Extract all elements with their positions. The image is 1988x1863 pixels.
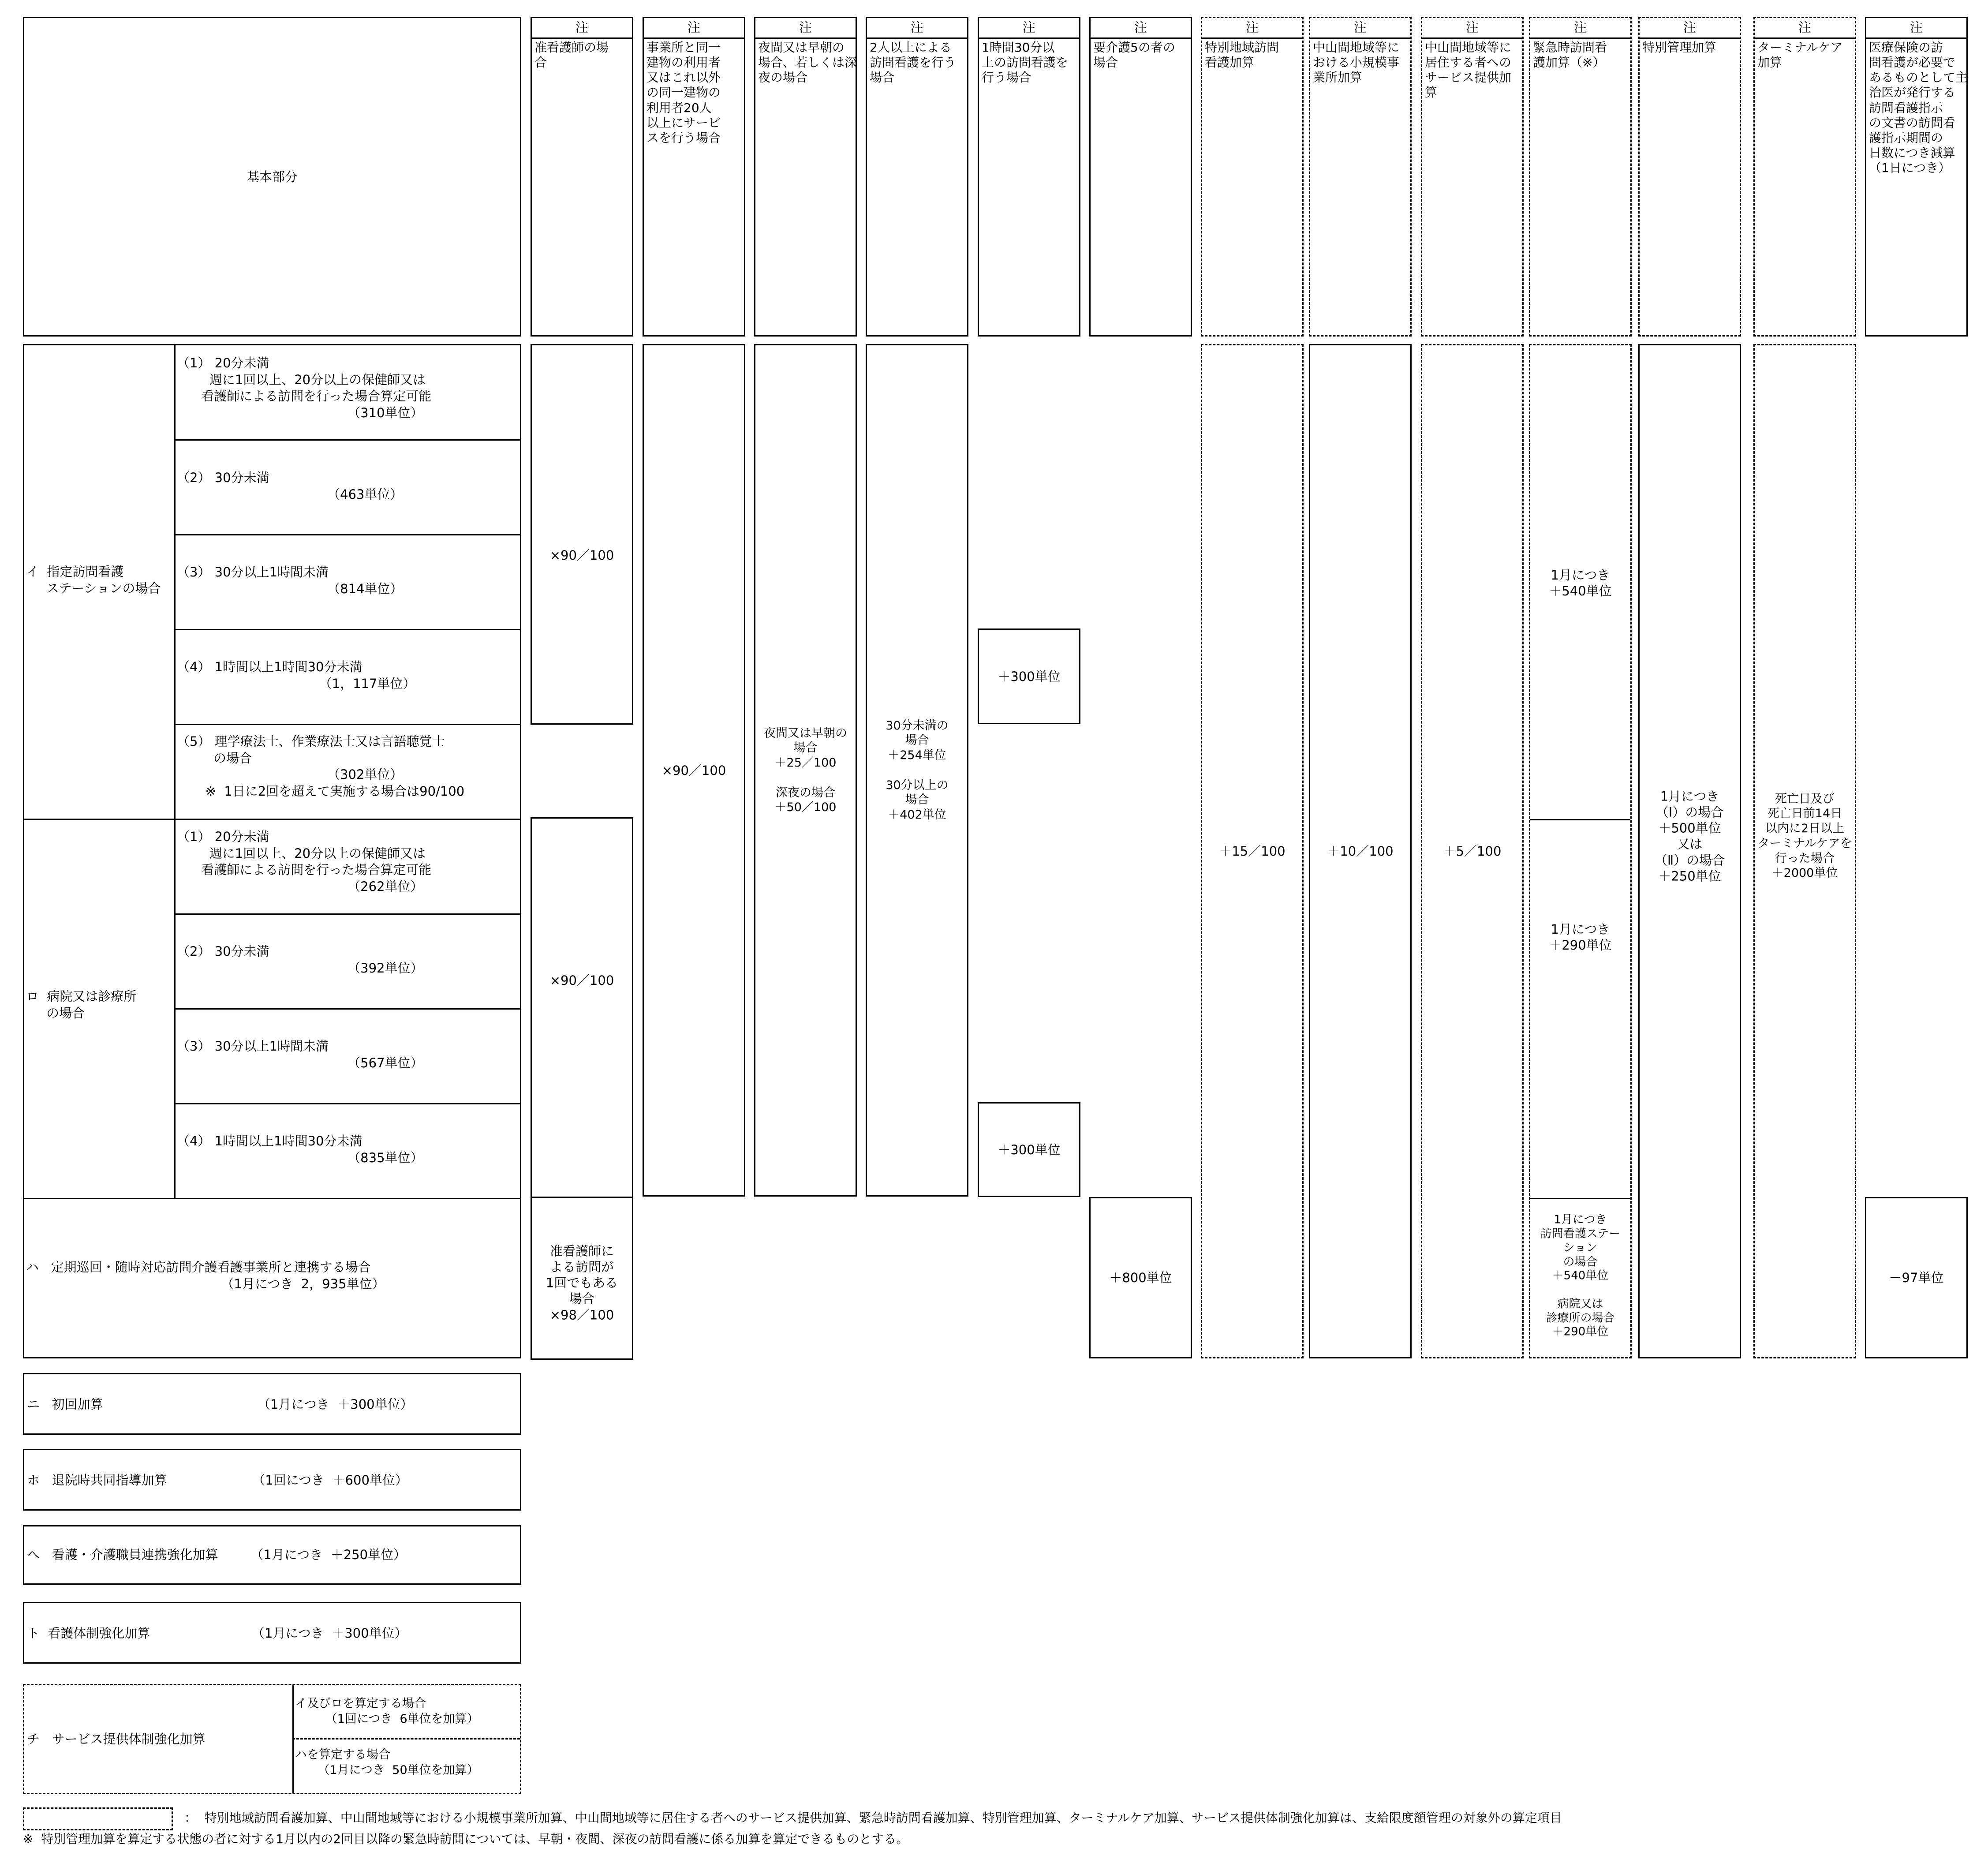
- header-col-jun: [531, 17, 633, 337]
- header-col-label: 医療保険の訪 問看護が必要で あるものとして主 治医が発行する 訪問看護指示 の文書の訪問看 護指示期間の 日数につき減算 （1日につき）: [1869, 40, 1968, 176]
- basic-body: [23, 344, 521, 1358]
- jun-ro-cell: [531, 817, 633, 1360]
- extra-ni-label: ニ 初回加算 （1月につき ＋300単位）: [27, 1397, 413, 1412]
- header-col-label: 夜間又は早朝の 場合、若しくは深 夜の場合: [758, 40, 857, 85]
- medical-value: －97単位: [1889, 1270, 1944, 1285]
- extra-to-label: ト 看護体制強化加算 （1月につき ＋300単位）: [27, 1626, 407, 1641]
- special-area-value: ＋15／100: [1219, 843, 1285, 859]
- header-col-label: ターミナルケア 加算: [1757, 40, 1843, 70]
- header-col-label: 中山間地域等に おける小規模事 業所加算: [1313, 40, 1400, 85]
- section-ro-item-2: （2） 30分未満 （392単位）: [177, 944, 423, 976]
- header-col-label: 緊急時訪問看 護加算（※）: [1533, 40, 1607, 70]
- emergency-cell: [1529, 344, 1632, 1358]
- header-col-two-person: [866, 17, 968, 337]
- jun-ro-value: ×90／100: [549, 973, 614, 988]
- note-label: 注: [1530, 18, 1630, 39]
- jun-ha-value: 准看護師に よる訪問が 1回でもある 場合 ×98／100: [546, 1243, 618, 1322]
- note-label: 注: [1755, 18, 1855, 39]
- long-visit-i-cell: [978, 628, 1080, 724]
- special-mgmt-value: 1月につき （Ⅰ）の場合 ＋500単位 又は （Ⅱ）の場合 ＋250単位: [1654, 788, 1725, 884]
- jun-i-value: ×90／100: [549, 547, 614, 563]
- header-col-special-mgmt: [1638, 17, 1741, 337]
- header-col-long-visit: [978, 17, 1080, 337]
- note-label: 注: [1202, 18, 1302, 39]
- two-person-value: 30分未満の 場合 ＋254単位 30分以上の 場合 ＋402単位: [886, 718, 949, 822]
- header-col-medical: [1865, 17, 1968, 337]
- section-ro-label: ロ 病院又は診療所 の場合: [26, 989, 137, 1021]
- header-col-small-office: [1309, 17, 1412, 337]
- emergency-i-value: 1月につき ＋540単位: [1549, 567, 1612, 599]
- section-i-item-2: （2） 30分未満 （463単位）: [177, 470, 403, 502]
- header-col-label: 要介護5の者の 場合: [1093, 40, 1175, 70]
- note-label: 注: [1422, 18, 1522, 39]
- section-i-item-5: （5） 理学療法士、作業療法士又は言語聴覚士 の場合 （302単位） ※ 1日に2回を超えて実施する場合は90/100: [177, 734, 465, 799]
- small-office-cell: [1309, 344, 1412, 1358]
- long-visit-ro-cell: [978, 1102, 1080, 1197]
- note-label: 注: [1310, 18, 1410, 39]
- section-i-item-4: （4） 1時間以上1時間30分未満 （1，117単位）: [177, 659, 416, 691]
- care5-cell: [1089, 1197, 1192, 1358]
- footnote-text: ※ 特別管理加算を算定する状態の者に対する1月以内の2回目以降の緊急時訪問については、早朝・夜間、深夜の訪問看護に係る加算を算定できるものとする。: [23, 1832, 909, 1846]
- two-person-cell: [866, 344, 968, 1197]
- header-col-label: 中山間地域等に 居住する者への サービス提供加 算: [1425, 40, 1512, 100]
- header-col-resident: [1421, 17, 1524, 337]
- legend-text: ： 特別地域訪問看護加算、中山間地域等における小規模事業所加算、中山間地域等に居住する者へのサービス提供加算、緊急時訪問看護加算、特別管理加算、ターミナルケア加算、サービス提供体制強化加算は、支給限度額管理の対象外の算定項目: [184, 1811, 1562, 1825]
- long-visit-ro-value: ＋300単位: [998, 1142, 1061, 1157]
- note-label: 注: [532, 18, 632, 39]
- long-visit-i-value: ＋300単位: [998, 669, 1061, 684]
- small-office-value: ＋10／100: [1327, 843, 1394, 859]
- medical-cell: [1865, 1197, 1968, 1358]
- extra-to: [23, 1602, 521, 1664]
- night-cell: [754, 344, 857, 1197]
- resident-cell: [1421, 344, 1524, 1358]
- jun-i-cell: [531, 344, 633, 725]
- header-col-care5: [1089, 17, 1192, 337]
- note-label: 注: [1640, 18, 1740, 39]
- header-col-special-area: [1201, 17, 1304, 337]
- section-ro-item-4: （4） 1時間以上1時間30分未満 （835単位）: [177, 1134, 423, 1165]
- terminal-value: 死亡日及び 死亡日前14日 以内に2日以上 ターミナルケアを 行った場合 ＋2000単位: [1757, 792, 1852, 880]
- same-building-value: ×90／100: [661, 763, 726, 778]
- section-ro-item-3: （3） 30分以上1時間未満 （567単位）: [177, 1039, 423, 1070]
- header-col-terminal: [1753, 17, 1856, 337]
- extra-chi-b: ハを算定する場合 （1月につき 50単位を加算）: [295, 1748, 479, 1777]
- special-mgmt-cell: [1638, 344, 1741, 1358]
- section-i-item-1: （1） 20分未満 週に1回以上、20分以上の保健師又は 看護師による訪問を行った場合算定可能 （310単位）: [177, 355, 432, 421]
- header-col-label: 特別地域訪問 看護加算: [1205, 40, 1279, 70]
- extra-ho: [23, 1449, 521, 1511]
- special-area-cell: [1201, 344, 1304, 1358]
- care5-value: ＋800単位: [1109, 1270, 1172, 1285]
- basic-header-cell: [23, 17, 521, 337]
- header-col-emergency: [1529, 17, 1632, 337]
- header-col-label: 特別管理加算: [1642, 40, 1717, 55]
- extra-he: [23, 1525, 521, 1585]
- header-col-label: 2人以上による 訪問看護を行う 場合: [870, 40, 957, 85]
- same-building-cell: [643, 344, 745, 1197]
- emergency-ha-value: 1月につき 訪問看護ステー ション の場合 ＋540単位 病院又は 診療所の場合 ＋290単位: [1540, 1213, 1621, 1339]
- basic-header-label: 基本部分: [246, 169, 298, 184]
- extra-chi-a: イ及びロを算定する場合 （1回につき 6単位を加算）: [295, 1697, 479, 1726]
- header-col-label: 事業所と同一 建物の利用者 又はこれ以外 の同一建物の 利用者20人 以上にサービ スを行う場合: [646, 40, 721, 145]
- section-ro-item-1: （1） 20分未満 週に1回以上、20分以上の保健師又は 看護師による訪問を行った場合算定可能 （262単位）: [177, 829, 432, 894]
- note-label: 注: [1091, 18, 1191, 39]
- extra-he-label: へ 看護・介護職員連携強化加算 （1月につき ＋250単位）: [27, 1547, 407, 1562]
- section-i-item-3: （3） 30分以上1時間未満 （814単位）: [177, 565, 403, 596]
- header-col-label: 1時間30分以 上の訪問看護を 行う場合: [982, 40, 1069, 85]
- note-label: 注: [867, 18, 967, 39]
- extra-chi-label: チ サービス提供体制強化加算: [27, 1732, 206, 1747]
- note-label: 注: [979, 18, 1079, 39]
- resident-value: ＋5／100: [1443, 843, 1502, 859]
- extra-ho-label: ホ 退院時共同指導加算 （1回につき ＋600単位）: [27, 1473, 408, 1488]
- header-col-same-building: [643, 17, 745, 337]
- header-col-label: 准看護師の場 合: [534, 40, 609, 70]
- note-label: 注: [1866, 18, 1966, 39]
- extra-ni: [23, 1373, 521, 1435]
- section-ha-label: ハ 定期巡回・随時対応訪問介護看護事業所と連携する場合 （1月につき 2，935単位）: [26, 1260, 385, 1291]
- note-label: 注: [755, 18, 856, 39]
- header-col-night: [754, 17, 857, 337]
- note-label: 注: [644, 18, 744, 39]
- legend-swatch: [23, 1807, 173, 1830]
- terminal-cell: [1753, 344, 1856, 1358]
- extra-chi: [23, 1684, 521, 1794]
- night-value: 夜間又は早朝の 場合 ＋25／100 深夜の場合 ＋50／100: [764, 726, 847, 814]
- section-i-label: イ 指定訪問看護 ステーションの場合: [26, 564, 161, 596]
- emergency-ro-value: 1月につき ＋290単位: [1549, 921, 1612, 953]
